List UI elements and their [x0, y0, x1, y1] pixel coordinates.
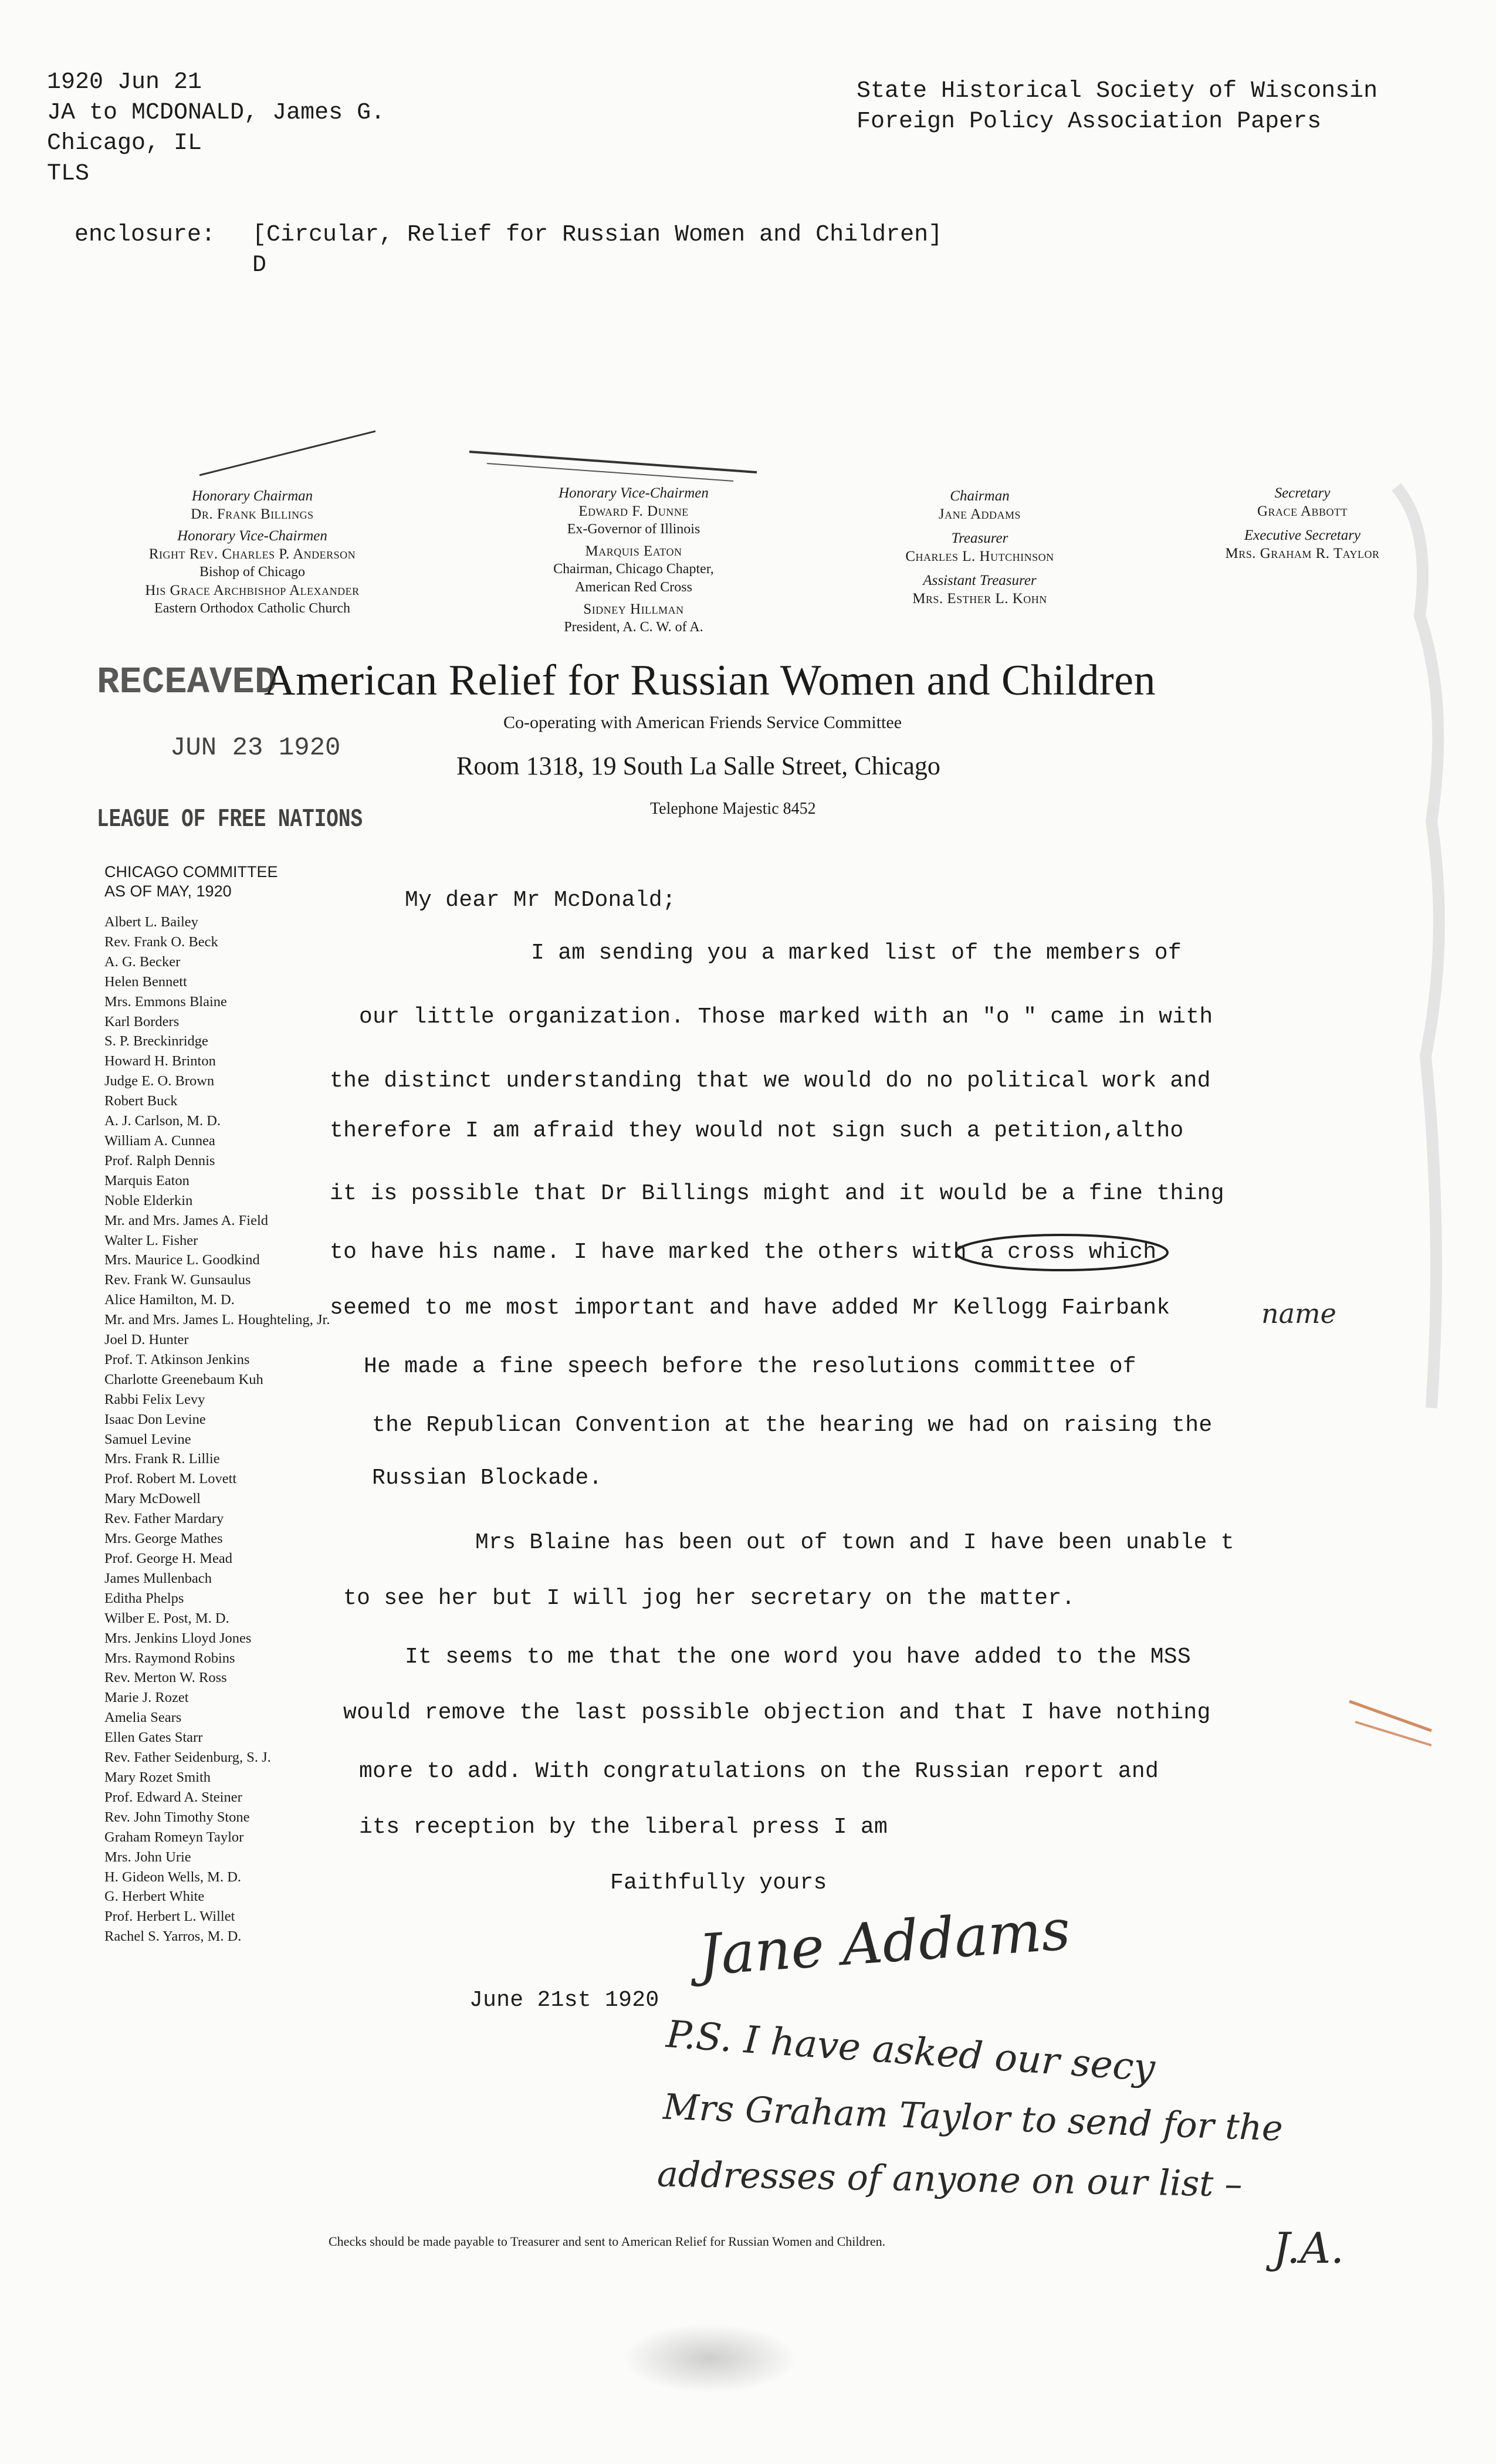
- officer-taylor: Mrs. Graham R. Taylor: [1225, 546, 1380, 561]
- officer-eaton: Marquis Eaton: [585, 543, 682, 559]
- letter-date: June 21st 1920: [469, 1988, 659, 2013]
- committee-member: Karl Borders: [104, 1013, 180, 1030]
- letter-closing: Faithfully yours: [610, 1870, 827, 1896]
- committee-member: Rev. Frank O. Beck: [104, 933, 218, 950]
- committee-member: Alice Hamilton, M. D.: [104, 1292, 235, 1308]
- committee-member: Prof. Robert M. Lovett: [104, 1471, 237, 1487]
- enclosure-text: [Circular, Relief for Russian Women and Children]: [252, 222, 943, 248]
- committee-member: James Mullenbach: [104, 1570, 212, 1586]
- committee-member: Amelia Sears: [104, 1710, 182, 1726]
- committee-member: G. Herbert White: [104, 1888, 205, 1905]
- signature: Jane Addams: [696, 1897, 1072, 1988]
- postscript-line-2: Mrs Graham Taylor to send for the: [662, 2086, 1284, 2150]
- letter-salutation: My dear Mr McDonald;: [405, 888, 676, 913]
- committee-heading-date: AS OF MAY, 1920: [104, 882, 232, 900]
- officer-abbott: Grace Abbott: [1257, 503, 1348, 519]
- officer-dunne: Edward F. Dunne: [578, 503, 689, 519]
- committee-member: Helen Bennett: [104, 973, 187, 990]
- committee-member: Joel D. Hunter: [104, 1332, 189, 1348]
- enclosure-label: enclosure:: [75, 222, 216, 248]
- committee-member: Howard H. Brinton: [104, 1053, 216, 1069]
- officers-column-honorary: [88, 487, 417, 618]
- committee-member: Albert L. Bailey: [104, 914, 198, 930]
- committee-member: Rabbi Felix Levy: [104, 1391, 205, 1407]
- received-stamp: RECEAVED: [97, 662, 277, 704]
- letter-line-9: the Republican Convention at the hearing we had on raising the: [372, 1413, 1213, 1438]
- committee-member: Wilber E. Post, M. D.: [104, 1610, 229, 1626]
- archive-doc-type: TLS: [47, 161, 90, 187]
- committee-member: William A. Cunnea: [104, 1132, 215, 1149]
- committee-member: Robert Buck: [104, 1093, 178, 1109]
- committee-member: Ellen Gates Starr: [104, 1729, 203, 1746]
- letter-line-14: would remove the last possible objection and that I have nothing: [343, 1700, 1211, 1725]
- chairman-role: Chairman: [950, 488, 1010, 504]
- committee-member: A. J. Carlson, M. D.: [104, 1113, 221, 1129]
- committee-member: Rev. John Timothy Stone: [104, 1809, 250, 1825]
- officers-column-chairman: [839, 487, 1121, 608]
- committee-member: Prof. Edward A. Steiner: [104, 1789, 242, 1805]
- committee-heading-title: CHICAGO COMMITTEE: [104, 863, 278, 881]
- letter-line-10: Russian Blockade.: [372, 1465, 603, 1491]
- committee-member: A. G. Becker: [104, 953, 181, 970]
- committee-member: Samuel Levine: [104, 1431, 191, 1447]
- office-address: Room 1318, 19 South La Salle Street, Chicago: [456, 752, 940, 780]
- officer-hillman-title: President, A. C. W. of A.: [564, 620, 703, 635]
- committee-member: Editha Phelps: [104, 1590, 184, 1606]
- committee-member: Walter L. Fisher: [104, 1232, 198, 1248]
- archive-correspondents: JA to MCDONALD, James G.: [47, 100, 385, 126]
- handwritten-insert-name: name: [1261, 1298, 1336, 1329]
- officers-column-secretary: [1179, 484, 1426, 563]
- officer-kohn: Mrs. Esther L. Kohn: [912, 591, 1047, 607]
- committee-member: Prof. Herbert L. Willet: [104, 1908, 235, 1925]
- honorary-chairman-role: Honorary Chairman: [191, 488, 313, 504]
- officer-eaton-title-2: American Red Cross: [575, 580, 692, 595]
- postscript-line-3: addresses of anyone on our list –: [656, 2154, 1243, 2205]
- committee-member: Mrs. Maurice L. Goodkind: [104, 1252, 260, 1268]
- committee-member: Mary McDowell: [104, 1491, 201, 1507]
- committee-member-list: [104, 912, 351, 1947]
- committee-member: Mrs. George Mathes: [104, 1531, 223, 1547]
- officer-addams: Jane Addams: [938, 506, 1021, 522]
- letter-line-11: Mrs Blaine has been out of town and I have been unable t: [475, 1530, 1234, 1555]
- committee-member: H. Gideon Wells, M. D.: [104, 1869, 242, 1885]
- letter-line-6: to have his name. I have marked the others with a cross which: [330, 1240, 1157, 1265]
- letter-line-16: its reception by the liberal press I am: [359, 1815, 888, 1840]
- committee-member: Mrs. Frank R. Lillie: [104, 1451, 220, 1467]
- committee-member: Marquis Eaton: [104, 1172, 189, 1189]
- league-stamp: LEAGUE OF FREE NATIONS: [97, 805, 363, 834]
- committee-member: Noble Elderkin: [104, 1192, 193, 1209]
- committee-member: Rev. Frank W. Gunsaulus: [104, 1272, 251, 1288]
- circle-mark: [950, 1229, 1173, 1276]
- committee-member: Rev. Merton W. Ross: [104, 1670, 227, 1686]
- committee-member: S. P. Breckinridge: [104, 1033, 208, 1050]
- officer-hutchinson: Charles L. Hutchinson: [905, 549, 1054, 564]
- executive-secretary-role: Executive Secretary: [1244, 527, 1361, 543]
- letter-line-2: our little organization. Those marked with an "o " came in with: [359, 1004, 1213, 1030]
- committee-member: Marie J. Rozet: [104, 1690, 189, 1706]
- committee-member: Prof. George H. Mead: [104, 1551, 232, 1566]
- officer-anderson-title: Bishop of Chicago: [199, 564, 305, 580]
- archive-date: 1920 Jun 21: [47, 69, 202, 96]
- committee-member: Graham Romeyn Taylor: [104, 1829, 244, 1845]
- letter-line-1: I am sending you a marked list of the members of: [531, 940, 1182, 966]
- treasurer-role: Treasurer: [951, 530, 1008, 546]
- archive-repository: State Historical Society of Wisconsin: [857, 78, 1378, 104]
- letter-line-13: It seems to me that the one word you have added to the MSS: [405, 1644, 1192, 1670]
- assistant-treasurer-role: Assistant Treasurer: [923, 573, 1037, 588]
- letter-line-5: it is possible that Dr Billings might and it would be a fine thing: [330, 1181, 1224, 1206]
- postscript-initials: J.A.: [1273, 2223, 1345, 2273]
- committee-member: Mary Rozet Smith: [104, 1769, 211, 1785]
- letter-line-7: seemed to me most important and have added Mr Kellogg Fairbank: [330, 1295, 1170, 1321]
- committee-member: Judge E. O. Brown: [104, 1073, 215, 1089]
- letter-line-3: the distinct understanding that we would do no political work and: [330, 1068, 1211, 1094]
- archive-place: Chicago, IL: [47, 130, 202, 157]
- officer-eaton-title-1: Chairman, Chicago Chapter,: [553, 561, 714, 577]
- footer-note: Checks should be made payable to Treasurer and sent to American Relief for Russian Women and Children.: [329, 2234, 886, 2249]
- honorary-chairman-name: Dr. Frank Billings: [191, 506, 314, 522]
- officer-alexander: His Grace Archbishop Alexander: [145, 583, 360, 598]
- officer-alexander-title: Eastern Orthodox Catholic Church: [154, 601, 350, 616]
- committee-member: Rachel S. Yarros, M. D.: [104, 1928, 242, 1945]
- committee-member: Mrs. Jenkins Lloyd Jones: [104, 1630, 252, 1646]
- honorary-vice-chairmen-role: Honorary Vice-Chairmen: [177, 528, 327, 544]
- committee-member: Prof. Ralph Dennis: [104, 1152, 215, 1169]
- committee-member: Isaac Don Levine: [104, 1411, 206, 1427]
- committee-member: Mr. and Mrs. James L. Houghteling, Jr.: [104, 1312, 330, 1328]
- letter-line-8: He made a fine speech before the resolutions committee of: [364, 1354, 1136, 1379]
- officers-column-vice-chairmen: [487, 484, 780, 637]
- cooperating-line: Co-operating with American Friends Service Committee: [503, 713, 902, 732]
- committee-member: Mrs. Raymond Robins: [104, 1650, 235, 1666]
- telephone: Telephone Majestic 8452: [650, 800, 816, 818]
- scan-smudge: [622, 2323, 798, 2394]
- letter-line-4: therefore I am afraid they would not sign such a petition,altho: [330, 1118, 1184, 1143]
- officer-dunne-title: Ex-Governor of Illinois: [567, 522, 700, 537]
- officer-hillman: Sidney Hillman: [583, 601, 684, 617]
- committee-member: Prof. T. Atkinson Jenkins: [104, 1351, 250, 1368]
- committee-member: Rev. Father Seidenburg, S. J.: [104, 1749, 271, 1766]
- letter-line-12: to see her but I will jog her secretary on the matter.: [343, 1586, 1075, 1611]
- committee-member: Rev. Father Mardary: [104, 1511, 224, 1527]
- enclosure-code: D: [252, 252, 267, 279]
- secretary-role: Secretary: [1274, 485, 1331, 501]
- received-date-stamp: JUN 23 1920: [170, 733, 341, 763]
- committee-member: Mr. and Mrs. James A. Field: [104, 1212, 269, 1228]
- committee-member: Mrs. John Urie: [104, 1849, 191, 1865]
- officer-anderson: Right Rev. Charles P. Anderson: [148, 546, 356, 562]
- organization-name: American Relief for Russian Women and Children: [264, 656, 1156, 705]
- committee-member: Mrs. Emmons Blaine: [104, 993, 227, 1010]
- committee-member: Charlotte Greenebaum Kuh: [104, 1371, 263, 1387]
- letter-line-15: more to add. With congratulations on the Russian report and: [359, 1759, 1159, 1784]
- committee-heading: [104, 862, 278, 901]
- archive-collection: Foreign Policy Association Papers: [857, 109, 1322, 135]
- postscript-line-1: P.S. I have asked our secy: [665, 2012, 1157, 2091]
- vice-chairmen-role: Honorary Vice-Chairmen: [559, 485, 709, 501]
